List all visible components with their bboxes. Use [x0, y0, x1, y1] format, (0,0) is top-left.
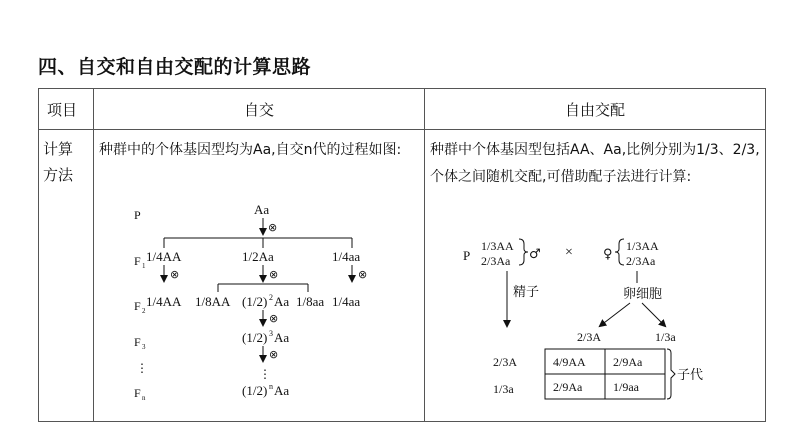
female-genotype-1: 1/3AA [626, 239, 659, 253]
offspring-label: 子代 [677, 368, 704, 383]
f1-aa: 1/4aa [332, 249, 361, 264]
f2-Aa-exp: 2 [269, 293, 273, 302]
female-genotype-2: 2/3Aa [626, 254, 656, 268]
row-label-cell [39, 130, 94, 422]
section-title: 四、自交和自由交配的计算思路 [38, 56, 312, 78]
row-label-line-1: 计算 [43, 140, 74, 158]
gen-label-f3: F [134, 335, 141, 349]
f3-Aa-base: (1/2) [242, 330, 268, 345]
sperm-label: 精子 [513, 285, 540, 300]
f2-AA-half: 1/8AA [195, 294, 231, 309]
gen-label-f2: F [134, 299, 141, 313]
f3-Aa-suffix: Aa [274, 330, 290, 345]
f2-AA: 1/4AA [146, 294, 182, 309]
female-symbol: ♀ [603, 247, 613, 262]
selfing-description: 种群中的个体基因型均为Aa,自交n代的过程如图: [99, 142, 402, 158]
self-cross-symbol-p: ⊗ [268, 221, 278, 234]
vertical-dots: ⋮ [259, 367, 271, 381]
gen-label-fn: F [134, 386, 141, 400]
punnett-cell-1-2: 2/9Aa [613, 355, 643, 369]
punnett-cell-2-1: 2/9Aa [553, 380, 583, 394]
random-mating-diagram [425, 191, 775, 417]
self-cross-symbol-f3: ⊗ [269, 348, 279, 361]
fn-Aa-base: (1/2) [242, 383, 268, 398]
egg-label: 卵细胞 [623, 287, 663, 302]
header-random-mating: 自由交配 [425, 89, 766, 130]
random-mating-cell [425, 130, 766, 422]
self-cross-symbol-f1a: ⊗ [170, 268, 180, 281]
comparison-table [38, 88, 766, 422]
self-cross-symbol-f1b: ⊗ [269, 268, 279, 281]
sperm-gamete-a: 1/3a [493, 382, 514, 396]
fn-Aa-exp: n [269, 382, 273, 391]
self-cross-symbol-f2: ⊗ [269, 312, 279, 325]
male-brace [519, 239, 528, 265]
p-label: P [463, 248, 471, 263]
f3-Aa-exp: 3 [269, 329, 273, 338]
male-symbol: ♂ [529, 247, 541, 262]
egg-arrow-right [642, 303, 665, 326]
egg-gamete-a: 1/3a [655, 330, 676, 344]
header-item: 项目 [39, 89, 94, 130]
gen-sub-fn: n [142, 394, 146, 400]
gen-sub-f2: 2 [142, 307, 146, 315]
male-genotype-2: 2/3Aa [481, 254, 511, 268]
egg-arrow-left [600, 303, 630, 326]
row-label-line-2: 方法 [43, 166, 74, 184]
gen-sub-f1: 1 [142, 262, 146, 270]
gen-label-f1: F [134, 254, 141, 268]
male-genotype-1: 1/3AA [481, 239, 514, 253]
random-description-line-1: 种群中个体基因型包括AA、Aa,比例分别为1/3、2/3, [430, 142, 760, 158]
selfing-diagram [94, 164, 424, 400]
selfing-cell [94, 130, 425, 422]
gen-label-p: P [134, 208, 141, 222]
method-row [39, 130, 766, 422]
f2-Aa-base: (1/2) [242, 294, 268, 309]
gen-sub-f3: 3 [142, 343, 146, 351]
punnett-cell-2-2: 1/9aa [613, 380, 639, 394]
egg-gamete-A: 2/3A [577, 330, 601, 344]
random-description [425, 130, 765, 191]
female-brace [615, 239, 624, 265]
f2-Aa-suffix: Aa [274, 294, 290, 309]
f1-AA: 1/4AA [146, 249, 182, 264]
random-description-line-2: 个体之间随机交配,可借助配子法进行计算: [430, 169, 692, 185]
self-cross-symbol-f1c: ⊗ [358, 268, 368, 281]
header-row [39, 89, 766, 130]
offspring-brace [667, 349, 675, 399]
punnett-cell-1-1: 4/9AA [553, 355, 586, 369]
sperm-gamete-A: 2/3A [493, 355, 517, 369]
gen-label-dots: ⋮ [136, 361, 148, 375]
f2-aa-half: 1/8aa [296, 294, 325, 309]
fn-Aa-suffix: Aa [274, 383, 290, 398]
header-selfing: 自交 [94, 89, 425, 130]
p-genotype: Aa [254, 202, 270, 217]
f1-Aa: 1/2Aa [242, 249, 274, 264]
times-symbol: × [565, 245, 573, 260]
f2-aa: 1/4aa [332, 294, 361, 309]
